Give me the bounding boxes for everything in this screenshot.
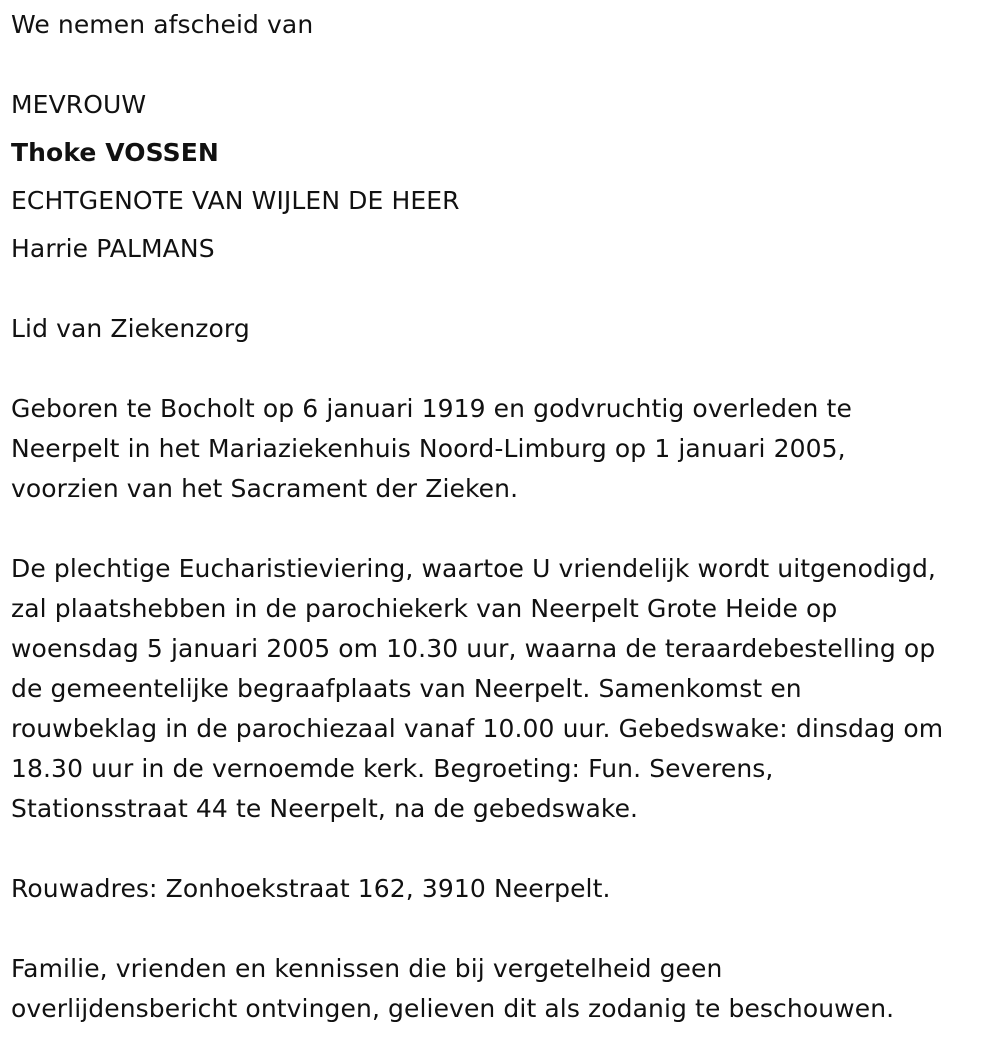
paragraph-line: zal plaatshebben in de parochiekerk van Neerpelt Grote Heide op [11, 594, 838, 623]
paragraph-line: overlijdensbericht ontvingen, gelieven dit als zodanig te beschouwen. [11, 994, 895, 1023]
relation-text: ECHTGENOTE VAN WIJLEN DE HEER [11, 186, 460, 215]
mourning-address: Rouwadres: Zonhoekstraat 162, 3910 Neerpelt. [11, 874, 611, 903]
paragraph-line: Familie, vrienden en kennissen die bij vergetelheid geen [11, 954, 723, 983]
deceased-name: Thoke VOSSEN [11, 138, 219, 167]
paragraph-line: Neerpelt in het Mariaziekenhuis Noord-Limburg op 1 januari 2005, [11, 434, 846, 463]
paragraph-line: de gemeentelijke begraafplaats van Neerpelt. Samenkomst en [11, 674, 802, 703]
membership-text: Lid van Ziekenzorg [11, 314, 250, 343]
paragraph-line: De plechtige Eucharistieviering, waartoe U vriendelijk wordt uitgenodigd, [11, 554, 936, 583]
paragraph-line: Geboren te Bocholt op 6 januari 1919 en godvruchtig overleden te [11, 394, 852, 423]
title-text: MEVROUW [11, 90, 147, 119]
spouse-name: Harrie PALMANS [11, 234, 215, 263]
paragraph-line: Stationsstraat 44 te Neerpelt, na de gebedswake. [11, 794, 639, 823]
paragraph-line: woensdag 5 januari 2005 om 10.30 uur, waarna de teraardebestelling op [11, 634, 936, 663]
intro-text: We nemen afscheid van [11, 10, 314, 39]
paragraph-line: 18.30 uur in de vernoemde kerk. Begroeting: Fun. Severens, [11, 754, 774, 783]
paragraph-line: voorzien van het Sacrament der Zieken. [11, 474, 519, 503]
paragraph-line: rouwbeklag in de parochiezaal vanaf 10.00 uur. Gebedswake: dinsdag om [11, 714, 944, 743]
